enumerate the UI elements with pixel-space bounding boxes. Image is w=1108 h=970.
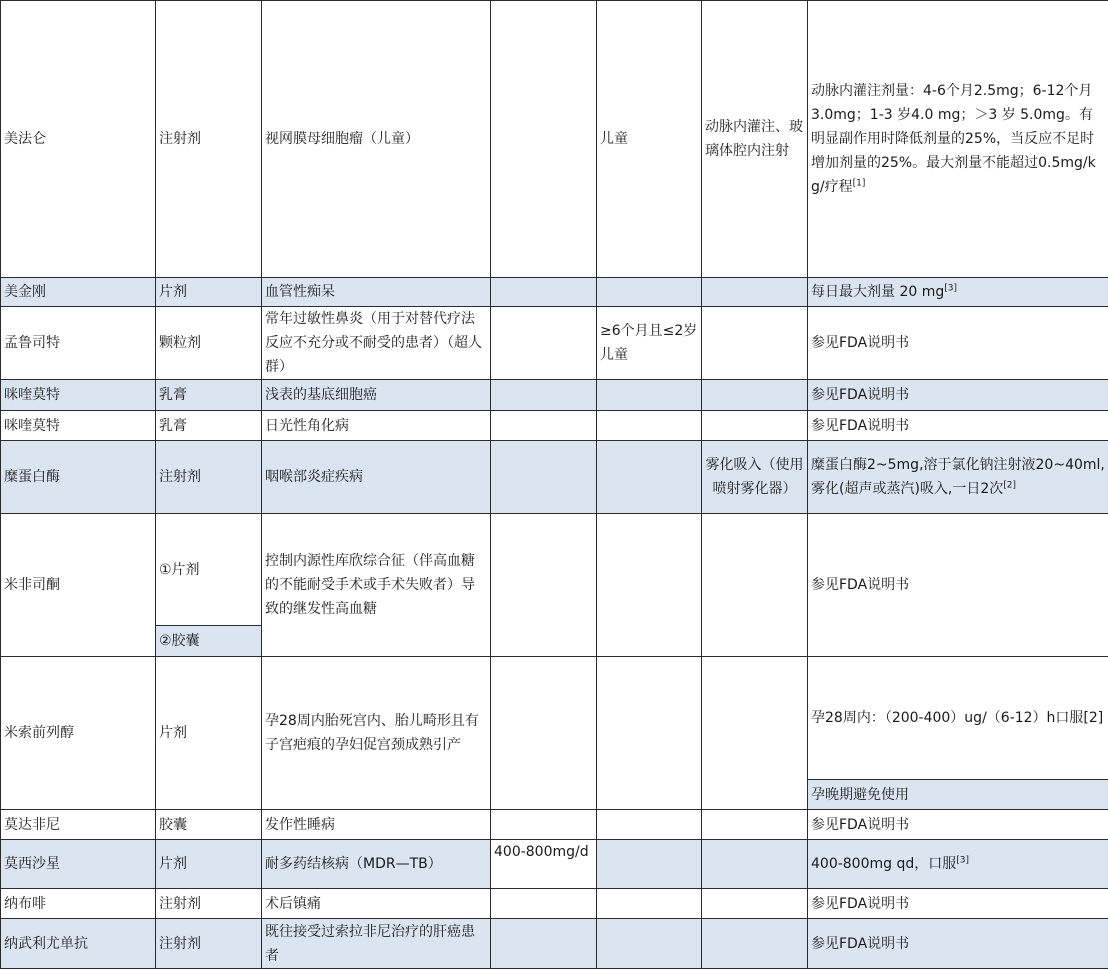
dose-limit-cell <box>491 441 597 514</box>
reference-mark: [1] <box>852 178 866 189</box>
dosage-form-cell: ②胶囊 <box>156 626 262 657</box>
dosage-form-cell: 片剂 <box>156 840 262 889</box>
table-row <box>1 657 1108 780</box>
route-cell <box>702 278 808 307</box>
dosage-cell <box>808 840 1108 889</box>
drug-name-cell: 米索前列醇 <box>1 657 156 810</box>
route-text: 动脉内灌注、玻璃体腔内注射 <box>705 119 803 159</box>
route-cell <box>702 657 808 810</box>
dosage-text: 动脉内灌注剂量：4-6个月2.5mg；6-12个月 3.0mg；1-3 岁4.0 mg；＞3 岁 5.0mg。有明显副作用时降低剂量的25%，当反应不足时增加剂量的25%。最大剂量不能超过0.5mg/kg/疗程 <box>811 83 1096 195</box>
drug-name-cell: 美法仑 <box>1 1 156 278</box>
route-cell <box>702 1 808 278</box>
population-cell <box>597 278 702 307</box>
population-cell <box>597 840 702 889</box>
population-cell <box>597 514 702 657</box>
dosage-form-cell: 注射剂 <box>156 1 262 278</box>
route-cell <box>702 840 808 889</box>
dose-limit-cell: 400-800mg/d <box>491 840 597 889</box>
dosage-cell: 参见FDA说明书 <box>808 889 1108 919</box>
dose-limit-cell <box>491 514 597 657</box>
indication-cell: 孕28周内胎死宫内、胎儿畸形且有子宫疤痕的孕妇促宫颈成熟引产 <box>262 657 491 810</box>
route-cell <box>702 919 808 969</box>
dose-limit-cell <box>491 810 597 840</box>
drug-name-cell: 纳武利尤单抗 <box>1 919 156 969</box>
indication-cell: 浅表的基底细胞癌 <box>262 380 491 411</box>
dosage-cell: 参见FDA说明书 <box>808 411 1108 441</box>
route-cell: 雾化吸入（使用喷射雾化器） <box>702 441 808 514</box>
drug-name-cell: 莫西沙星 <box>1 840 156 889</box>
indication-cell: 既往接受过索拉非尼治疗的肝癌患者 <box>262 919 491 969</box>
drug-name-cell: 咪喹莫特 <box>1 380 156 411</box>
population-cell: 儿童 <box>597 1 702 278</box>
table-row <box>1 380 1108 411</box>
indication-cell: 视网膜母细胞瘤（儿童） <box>262 1 491 278</box>
indication-cell: 咽喉部炎症疾病 <box>262 441 491 514</box>
dosage-form-cell: 胶囊 <box>156 810 262 840</box>
drug-name-cell: 美金刚 <box>1 278 156 307</box>
route-cell <box>702 380 808 411</box>
table-row <box>1 514 1108 626</box>
dose-limit-cell <box>491 278 597 307</box>
population-cell <box>597 657 702 810</box>
reference-mark: [2] <box>1003 480 1017 491</box>
dosage-form-cell: 注射剂 <box>156 889 262 919</box>
drug-name-cell: 糜蛋白酶 <box>1 441 156 514</box>
population-cell <box>597 889 702 919</box>
table-row <box>1 810 1108 840</box>
population-cell <box>597 919 702 969</box>
dose-limit-cell <box>491 380 597 411</box>
indication-cell: 常年过敏性鼻炎（用于对替代疗法反应不充分或不耐受的患者）（超人群） <box>262 307 491 380</box>
population-cell <box>597 380 702 411</box>
dosage-text: 每日最大剂量 20 mg <box>811 284 945 300</box>
indication-cell: 日光性角化病 <box>262 411 491 441</box>
population-cell <box>597 441 702 514</box>
drug-name-cell: 米非司酮 <box>1 514 156 657</box>
route-cell <box>702 514 808 657</box>
dose-limit-cell <box>491 411 597 441</box>
dosage-cell <box>808 278 1108 307</box>
indication-cell: 耐多药结核病（MDR—TB） <box>262 840 491 889</box>
dosage-form-cell: 乳膏 <box>156 380 262 411</box>
dosage-cell: 参见FDA说明书 <box>808 380 1108 411</box>
table-row <box>1 411 1108 441</box>
dosage-cell: 参见FDA说明书 <box>808 919 1108 969</box>
indication-cell: 术后镇痛 <box>262 889 491 919</box>
dosage-text: 糜蛋白酶2~5mg,溶于氯化钠注射液20~40ml,雾化(超声或蒸汽)吸入,一日2次 <box>811 457 1105 497</box>
table-row <box>1 278 1108 307</box>
table-row <box>1 441 1108 514</box>
table-row <box>1 307 1108 380</box>
dosage-cell <box>808 441 1108 514</box>
dosage-cell: 参见FDA说明书 <box>808 514 1108 657</box>
reference-mark: [3] <box>944 283 957 294</box>
dosage-text: 400-800mg qd，口服 <box>811 856 957 872</box>
table-row <box>1 889 1108 919</box>
dose-limit-cell <box>491 657 597 810</box>
population-cell <box>597 810 702 840</box>
population-cell: ≥6个月且≤2岁儿童 <box>597 307 702 380</box>
table-row <box>1 1 1108 278</box>
route-cell <box>702 810 808 840</box>
drug-name-cell: 咪喹莫特 <box>1 411 156 441</box>
population-cell <box>597 411 702 441</box>
dosage-form-cell: 注射剂 <box>156 919 262 969</box>
drug-name-cell: 莫达非尼 <box>1 810 156 840</box>
dosage-form-cell: 片剂 <box>156 278 262 307</box>
route-cell <box>702 307 808 380</box>
table-row <box>1 840 1108 889</box>
dosage-form-cell: 片剂 <box>156 657 262 810</box>
dosage-form-cell: 乳膏 <box>156 411 262 441</box>
route-cell <box>702 889 808 919</box>
dosage-cell: 孕28周内：（200-400）ug/（6-12）h口服[2] <box>808 657 1108 780</box>
dosage-form-cell: 颗粒剂 <box>156 307 262 380</box>
indication-cell: 控制内源性库欣综合征（伴高血糖的不能耐受手术或手术失败者）导致的继发性高血糖 <box>262 514 491 657</box>
reference-mark: [3] <box>956 855 969 866</box>
dose-limit-cell <box>491 919 597 969</box>
dose-limit-cell <box>491 889 597 919</box>
dosage-cell <box>808 1 1108 278</box>
drug-name-cell: 纳布啡 <box>1 889 156 919</box>
dose-limit-cell <box>491 1 597 278</box>
drug-name-cell: 孟鲁司特 <box>1 307 156 380</box>
dosage-form-cell: ①片剂 <box>156 514 262 626</box>
dosage-form-cell: 注射剂 <box>156 441 262 514</box>
indication-cell: 血管性痴呆 <box>262 278 491 307</box>
dosage-cell: 参见FDA说明书 <box>808 810 1108 840</box>
dosage-cell: 参见FDA说明书 <box>808 307 1108 380</box>
indication-cell: 发作性睡病 <box>262 810 491 840</box>
dosage-cell: 孕晚期避免使用 <box>808 780 1108 810</box>
table-row <box>1 919 1108 969</box>
route-cell <box>702 411 808 441</box>
dose-limit-cell <box>491 307 597 380</box>
